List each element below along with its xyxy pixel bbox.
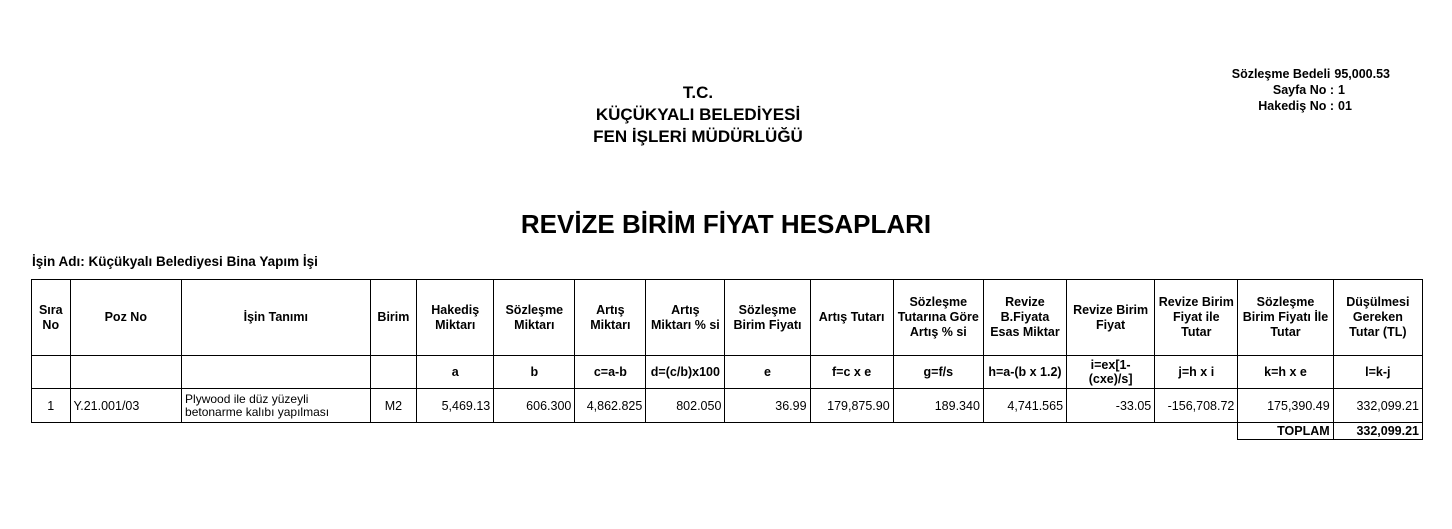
meta-page-number bbox=[1150, 82, 1390, 98]
column-header: Artış Miktarı bbox=[575, 280, 646, 356]
column-header: Poz No bbox=[70, 280, 182, 356]
formula-cell: f=c x e bbox=[810, 356, 893, 389]
column-header: Sözleşme Birim Fiyatı İle Tutar bbox=[1238, 280, 1333, 356]
org-line-department: FEN İŞLERİ MÜDÜRLÜĞÜ bbox=[593, 127, 803, 146]
column-header: Düşülmesi Gereken Tutar (TL) bbox=[1333, 280, 1422, 356]
document-title: REVİZE BİRİM FİYAT HESAPLARI bbox=[520, 209, 932, 239]
formula-cell: e bbox=[725, 356, 810, 389]
column-header: Artış Tutarı bbox=[810, 280, 893, 356]
column-header: Revize Birim Fiyat bbox=[1067, 280, 1155, 356]
deduction-amount-cell: 332,099.21 bbox=[1333, 389, 1422, 423]
unit-cell: M2 bbox=[370, 389, 417, 423]
formula-cell: i=ex[1-(cxe)/s] bbox=[1067, 356, 1155, 389]
contract-price-amount-cell: 175,390.49 bbox=[1238, 389, 1333, 423]
revised-unit-price-cell: -33.05 bbox=[1067, 389, 1155, 423]
revised-amount-cell: -156,708.72 bbox=[1155, 389, 1238, 423]
formula-cell: j=h x i bbox=[1155, 356, 1238, 389]
formula-row bbox=[32, 356, 1423, 389]
org-line-country: T.C. bbox=[682, 83, 714, 102]
total-label: TOPLAM bbox=[1238, 423, 1333, 440]
column-header: Revize B.Fiyata Esas Miktar bbox=[983, 280, 1066, 356]
total-spacer bbox=[32, 423, 1238, 440]
column-header: İşin Tanımı bbox=[182, 280, 371, 356]
row-number-cell: 1 bbox=[32, 389, 71, 423]
contract-quantity-cell: 606.300 bbox=[494, 389, 575, 423]
meta-label: Hakediş No : bbox=[1258, 99, 1334, 113]
progress-quantity-cell: 5,469.13 bbox=[417, 389, 494, 423]
table-header-row bbox=[32, 280, 1423, 356]
column-header: Artış Miktarı % si bbox=[646, 280, 725, 356]
meta-value: 1 bbox=[1338, 83, 1345, 97]
revised-base-quantity-cell: 4,741.565 bbox=[983, 389, 1066, 423]
meta-label: Sayfa No : bbox=[1272, 83, 1334, 97]
job-name: İşin Adı: Küçükyalı Belediyesi Bina Yapım İşi bbox=[32, 254, 318, 269]
formula-cell: g=f/s bbox=[893, 356, 983, 389]
increase-quantity-cell: 4,862.825 bbox=[575, 389, 646, 423]
formula-cell bbox=[32, 356, 71, 389]
formula-cell: a bbox=[417, 356, 494, 389]
work-description-cell: Plywood ile düz yüzeyli betonarme kalıbı yapılması bbox=[182, 389, 371, 423]
column-header: Sözleşme Miktarı bbox=[494, 280, 575, 356]
meta-contract-amount bbox=[1150, 66, 1390, 82]
formula-cell: d=(c/b)x100 bbox=[646, 356, 725, 389]
increase-percent-cell: 802.050 bbox=[646, 389, 725, 423]
item-code-cell: Y.21.001/03 bbox=[70, 389, 182, 423]
formula-cell: k=h x e bbox=[1238, 356, 1333, 389]
formula-cell: h=a-(b x 1.2) bbox=[983, 356, 1066, 389]
formula-cell: c=a-b bbox=[575, 356, 646, 389]
total-value: 332,099.21 bbox=[1333, 423, 1422, 440]
formula-cell: l=k-j bbox=[1333, 356, 1422, 389]
table-row bbox=[32, 389, 1423, 423]
increase-amount-cell: 179,875.90 bbox=[810, 389, 893, 423]
formula-cell bbox=[182, 356, 371, 389]
column-header: Sözleşme Birim Fiyatı bbox=[725, 280, 810, 356]
total-row bbox=[32, 423, 1423, 440]
formula-cell bbox=[370, 356, 417, 389]
contract-unit-price-cell: 36.99 bbox=[725, 389, 810, 423]
organization-header bbox=[538, 82, 858, 148]
meta-value: 95,000.53 bbox=[1334, 67, 1390, 81]
column-header: Birim bbox=[370, 280, 417, 356]
meta-label: Sözleşme Bedeli bbox=[1231, 67, 1331, 81]
column-header: Hakediş Miktarı bbox=[417, 280, 494, 356]
formula-cell bbox=[70, 356, 182, 389]
meta-progress-payment-number bbox=[1150, 98, 1390, 114]
formula-cell: b bbox=[494, 356, 575, 389]
increase-ratio-cell: 189.340 bbox=[893, 389, 983, 423]
revised-unit-price-table bbox=[31, 279, 1423, 440]
org-line-municipality: KÜÇÜKYALI BELEDİYESİ bbox=[595, 105, 801, 124]
column-header: Sıra No bbox=[32, 280, 71, 356]
column-header: Sözleşme Tutarına Göre Artış % si bbox=[893, 280, 983, 356]
column-header: Revize Birim Fiyat ile Tutar bbox=[1155, 280, 1238, 356]
meta-value: 01 bbox=[1338, 99, 1352, 113]
contract-meta bbox=[1150, 66, 1390, 114]
